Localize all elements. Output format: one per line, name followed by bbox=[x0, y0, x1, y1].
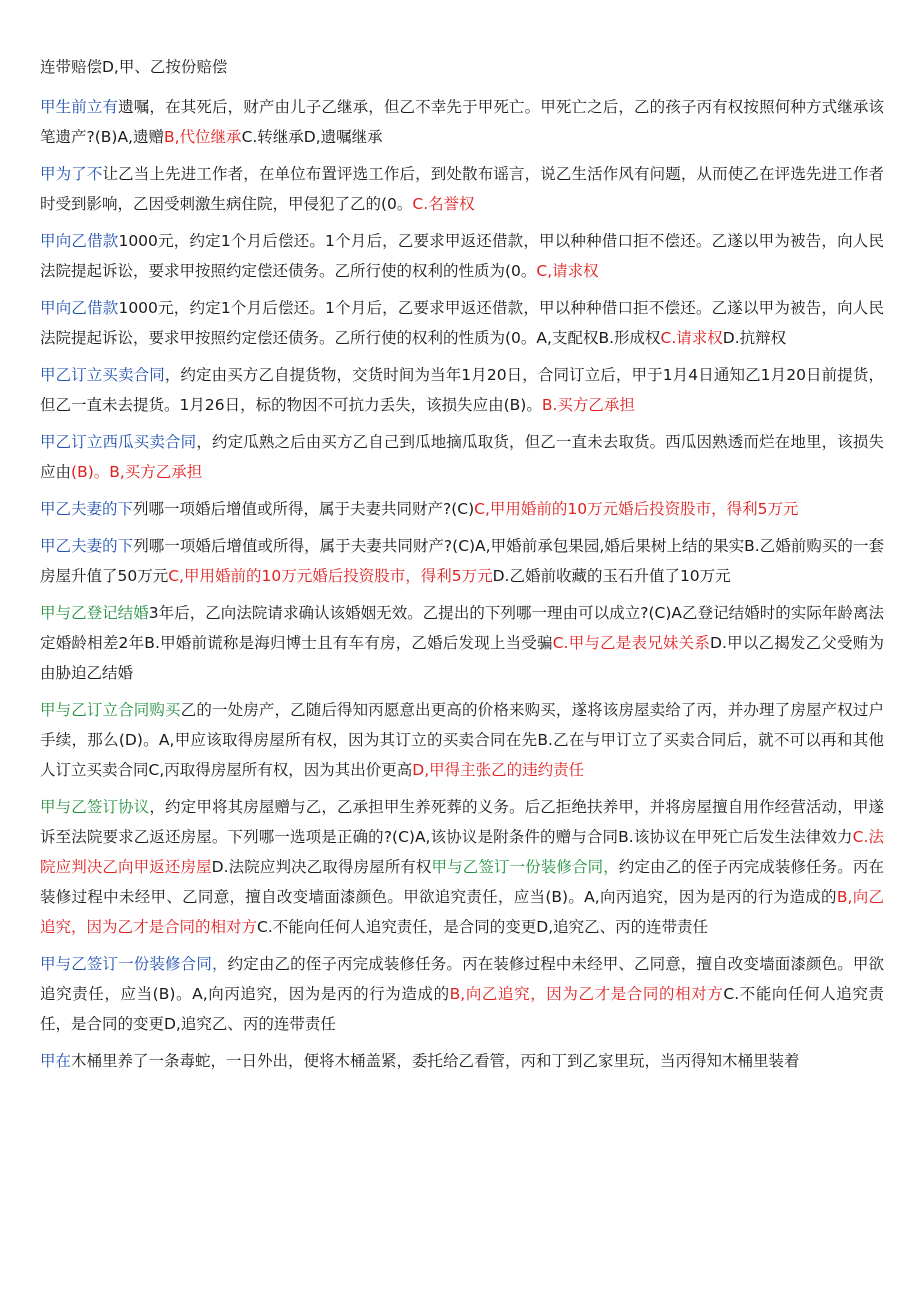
answer-text: C,甲用婚前的10万元婚后投资股市，得利5万元 bbox=[168, 567, 493, 585]
question-paragraph bbox=[40, 949, 884, 1039]
answer-text: B,向乙追究，因为乙才是合同的相对方 bbox=[40, 888, 885, 936]
answer-text: C.法院应判决乙向甲返还房屋 bbox=[40, 828, 885, 876]
body-text: 木桶里养了一条毒蛇，一日外出，便将木桶盖紧，委托给乙看管，丙和丁到乙家里玩，当丙得知木桶里装着 bbox=[71, 1052, 800, 1070]
body-text: 1000元，约定1个月后偿还。1个月后，乙要求甲返还借款，甲以种种借口拒不偿还。乙遂以甲为被告，向人民法院提起诉讼，要求甲按照约定偿还债务。乙所行使的权利的性质为(0。A,支配权B.形成权 bbox=[40, 299, 884, 347]
question-paragraph bbox=[40, 92, 884, 152]
question-paragraph bbox=[40, 293, 884, 353]
answer-text: (B)。B,买方乙承担 bbox=[71, 463, 203, 481]
body-text: D.法院应判决乙取得房屋所有权 bbox=[211, 858, 432, 876]
question-lead: 甲与乙签订一份装修合同， bbox=[431, 858, 619, 876]
question-paragraph bbox=[40, 52, 884, 82]
question-lead: 甲乙订立买卖合同 bbox=[40, 366, 165, 384]
question-paragraph bbox=[40, 494, 884, 524]
question-lead: 甲向乙借款 bbox=[40, 299, 119, 317]
question-lead: 甲与乙登记结婚 bbox=[40, 604, 149, 622]
question-lead: 甲在 bbox=[40, 1052, 72, 1070]
question-paragraph bbox=[40, 531, 884, 591]
question-paragraph bbox=[40, 792, 884, 942]
answer-text: C,甲用婚前的10万元婚后投资股市，得利5万元 bbox=[474, 500, 799, 518]
body-text: 3年后，乙向法院请求确认该婚姻无效。乙提出的下列哪一理由可以成立?(C)A乙登记结婚时的实际年龄离法定婚龄相差2年B.甲婚前谎称是海归博士且有车有房，乙婚后发现上当受骗 bbox=[40, 604, 884, 652]
answer-text: B,向乙追究，因为乙才是合同的相对方 bbox=[449, 985, 724, 1003]
answer-text: B,代位继承 bbox=[164, 128, 242, 146]
question-lead: 甲生前立有 bbox=[40, 98, 119, 116]
body-text: 列哪一项婚后增值或所得，属于夫妻共同财产?(C)A,甲婚前承包果园,婚后果树上结的果实B.乙婚前购买的一套房屋升值了50万元 bbox=[40, 537, 884, 585]
body-text: ，约定甲将其房屋赠与乙，乙承担甲生养死葬的义务。后乙拒绝扶养甲，并将房屋擅自用作经营活动，甲遂诉至法院要求乙返还房屋。下列哪一选项是正确的?(C)A,该协议是附条件的赠与合同B.该协议在甲死亡后发生法律效力 bbox=[40, 798, 884, 846]
question-paragraph bbox=[40, 226, 884, 286]
body-text: ，约定瓜熟之后由买方乙自己到瓜地摘瓜取货，但乙一直未去取货。西瓜因熟透而烂在地里，该损失应由 bbox=[40, 433, 884, 481]
question-paragraph bbox=[40, 1046, 884, 1076]
body-text: D.甲以乙揭发乙父受贿为由胁迫乙结婚 bbox=[40, 634, 884, 682]
question-lead: 甲向乙借款 bbox=[40, 232, 119, 250]
body-text: 1000元，约定1个月后偿还。1个月后，乙要求甲返还借款，甲以种种借口拒不偿还。乙遂以甲为被告，向人民法院提起诉讼，要求甲按照约定偿还债务。乙所行使的权利的性质为(0。 bbox=[40, 232, 884, 280]
question-lead: 甲乙夫妻的下 bbox=[40, 537, 134, 555]
body-text: ，约定由买方乙自提货物，交货时间为当年1月20日，合同订立后，甲于1月4日通知乙1月20日前提货，但乙一直未去提货。1月26日，标的物因不可抗力丢失，该损失应由(B)。 bbox=[40, 366, 884, 414]
body-text: D.乙婚前收藏的玉石升值了10万元 bbox=[492, 567, 731, 585]
question-lead: 甲乙夫妻的下 bbox=[40, 500, 134, 518]
body-text: 让乙当上先进工作者，在单位布置评选工作后，到处散布谣言，说乙生活作风有问题，从而使乙在评选先进工作者时受到影响，乙因受刺激生病住院，甲侵犯了乙的(0。 bbox=[40, 165, 884, 213]
body-text: 约定由乙的侄子丙完成装修任务。丙在装修过程中未经甲、乙同意，擅自改变墙面漆颜色。甲欲追究责任，应当(B)。A,向丙追究，因为是丙的行为造成的 bbox=[40, 955, 884, 1003]
question-lead: 甲为了不 bbox=[40, 165, 103, 183]
body-text: C.不能向任何人追究责任，是合同的变更D,追究乙、丙的连带责任 bbox=[40, 985, 884, 1033]
answer-text: B.买方乙承担 bbox=[541, 396, 635, 414]
question-lead: 甲乙订立西瓜买卖合同 bbox=[40, 433, 197, 451]
question-paragraph bbox=[40, 159, 884, 219]
body-text: 连带赔偿D,甲、乙按份赔偿 bbox=[40, 58, 228, 76]
question-paragraph bbox=[40, 360, 884, 420]
question-paragraph bbox=[40, 427, 884, 487]
body-text: 乙的一处房产，乙随后得知丙愿意出更高的价格来购买，遂将该房屋卖给了丙，并办理了房屋产权过户手续，那么(D)。A,甲应该取得房屋所有权，因为其订立的买卖合同在先B.乙在与甲订立了买卖合同后，就不可以再和其他人订立买卖合同C,丙取得房屋所有权，因为其出价更高 bbox=[40, 701, 884, 779]
body-text: C.不能向任何人追究责任，是合同的变更D,追究乙、丙的连带责任 bbox=[257, 918, 709, 936]
answer-text: C.甲与乙是表兄妹关系 bbox=[552, 634, 711, 652]
question-paragraph bbox=[40, 598, 884, 688]
question-paragraph bbox=[40, 695, 884, 785]
question-lead: 甲与乙签订协议 bbox=[40, 798, 150, 816]
body-text: 遗嘱，在其死后，财产由儿子乙继承，但乙不幸先于甲死亡。甲死亡之后，乙的孩子丙有权按照何种方式继承该笔遗产?(B)A,遗赠 bbox=[40, 98, 884, 146]
body-text: D.抗辩权 bbox=[722, 329, 787, 347]
question-lead: 甲与乙订立合同购买 bbox=[40, 701, 181, 719]
body-text: 约定由乙的侄子丙完成装修任务。丙在装修过程中未经甲、乙同意，擅自改变墙面漆颜色。甲欲追究责任，应当(B)。A,向丙追究，因为是丙的行为造成的 bbox=[40, 858, 884, 906]
answer-text: D,甲得主张乙的违约责任 bbox=[412, 761, 585, 779]
answer-text: C.请求权 bbox=[660, 329, 723, 347]
answer-text: C,请求权 bbox=[536, 262, 599, 280]
question-lead: 甲与乙签订一份装修合同， bbox=[40, 955, 228, 973]
body-text: C.转继承D,遗嘱继承 bbox=[241, 128, 383, 146]
body-text: 列哪一项婚后增值或所得，属于夫妻共同财产?(C) bbox=[133, 500, 475, 518]
answer-text: C.名誉权 bbox=[412, 195, 475, 213]
